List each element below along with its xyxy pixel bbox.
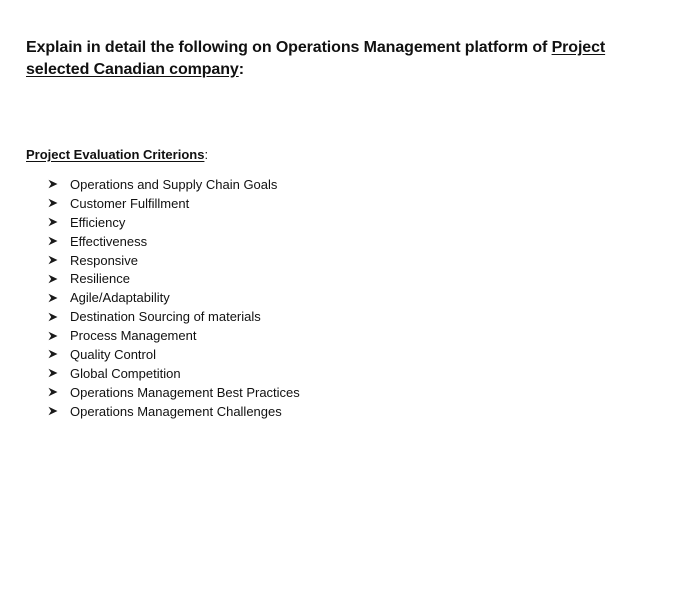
- list-item-label: Operations Management Challenges: [70, 403, 282, 419]
- arrowhead-bullet-icon: [48, 274, 70, 284]
- list-item-label: Process Management: [70, 328, 197, 344]
- list-item-label: Effectiveness: [70, 233, 148, 249]
- arrowhead-bullet-icon: [48, 406, 70, 416]
- list-item: [48, 269, 300, 288]
- list-item: [48, 402, 300, 421]
- arrowhead-bullet-icon: [48, 255, 70, 265]
- section-title: [26, 146, 208, 164]
- section-title-label: Project Evaluation Criterions: [26, 147, 205, 162]
- arrowhead-bullet-icon: [48, 236, 70, 246]
- document-heading: [26, 37, 666, 81]
- arrowhead-bullet-icon: [48, 217, 70, 227]
- list-item-label: Global Competition: [70, 365, 181, 381]
- heading-text: Explain in detail the following on Operations Management platform of: [26, 39, 552, 56]
- list-item: [48, 194, 300, 213]
- list-item: [48, 175, 300, 194]
- list-item-label: Responsive: [70, 252, 138, 268]
- list-item-label: Operations Management Best Practices: [70, 384, 300, 400]
- list-item-label: Operations and Supply Chain Goals: [70, 176, 278, 192]
- list-item-label: Destination Sourcing of materials: [70, 309, 261, 325]
- arrowhead-bullet-icon: [48, 387, 70, 397]
- list-item: [48, 232, 300, 251]
- section-title-colon: :: [204, 147, 209, 162]
- arrowhead-bullet-icon: [48, 368, 70, 378]
- arrowhead-bullet-icon: [48, 293, 70, 303]
- list-item-label: Agile/Adaptability: [70, 290, 170, 306]
- list-item: [48, 364, 300, 383]
- list-item: [48, 345, 300, 364]
- arrowhead-bullet-icon: [48, 198, 70, 208]
- arrowhead-bullet-icon: [48, 331, 70, 341]
- list-item: [48, 213, 300, 232]
- arrowhead-bullet-icon: [48, 312, 70, 322]
- list-item-label: Resilience: [70, 271, 130, 287]
- list-item: [48, 307, 300, 326]
- list-item-label: Customer Fulfillment: [70, 195, 190, 211]
- list-item-label: Quality Control: [70, 346, 156, 362]
- list-item: [48, 251, 300, 270]
- arrowhead-bullet-icon: [48, 179, 70, 189]
- arrowhead-bullet-icon: [48, 349, 70, 359]
- list-item: [48, 288, 300, 307]
- list-item: [48, 383, 300, 402]
- heading-underlined-text: Project selected Canadian company: [26, 39, 606, 78]
- list-item: [48, 326, 300, 345]
- list-item-label: Efficiency: [70, 214, 126, 230]
- heading-colon: :: [238, 61, 244, 78]
- criteria-list: [48, 175, 300, 421]
